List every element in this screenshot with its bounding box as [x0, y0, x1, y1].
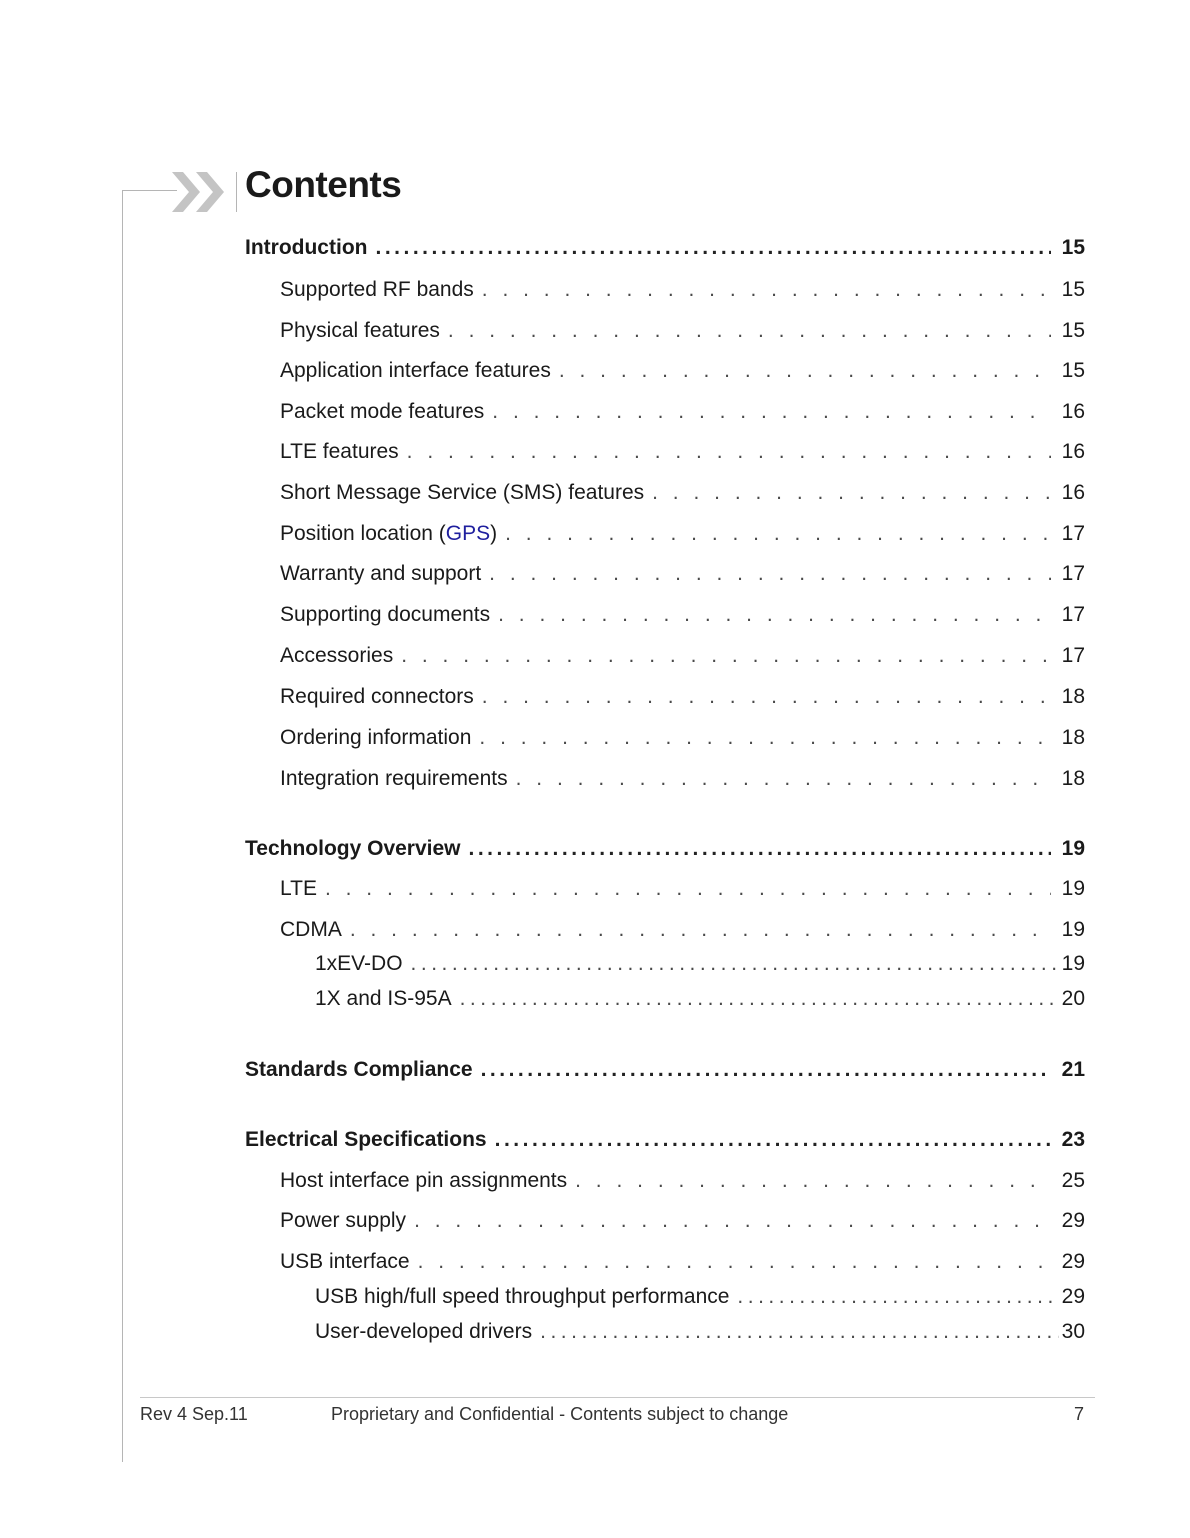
toc-leader-dots: [498, 603, 1051, 627]
toc-entry-sms-features[interactable]: [280, 481, 1085, 511]
toc-entry-label: Supporting documents: [280, 603, 491, 626]
toc-entry-ordering-information[interactable]: [280, 726, 1085, 756]
toc-entry-warranty-and-support[interactable]: [280, 562, 1085, 592]
toc-page-number: 19: [1061, 918, 1085, 941]
toc-leader-dots: [414, 1209, 1051, 1233]
toc-entry-packet-mode-features[interactable]: [280, 400, 1085, 430]
toc-entry-label-suffix: ): [490, 522, 498, 545]
toc-leader-dots: [575, 1169, 1051, 1193]
toc-entry-label: LTE: [280, 877, 317, 900]
page-frame-line: [122, 190, 177, 191]
toc-entry-label: Required connectors: [280, 685, 474, 708]
toc-entry-application-interface-features[interactable]: [280, 359, 1085, 389]
toc-entry-label: USB interface: [280, 1250, 410, 1273]
toc-leader-dots: [652, 481, 1051, 505]
toc-page-number: 20: [1061, 987, 1085, 1010]
toc-leader-dots: [448, 319, 1051, 343]
toc-leader-dots: [492, 400, 1051, 424]
toc-entry-label: Integration requirements: [280, 767, 508, 790]
toc-page-number: 15: [1061, 359, 1085, 382]
toc-entry-1xev-do[interactable]: [315, 952, 1085, 982]
toc-entry-integration-requirements[interactable]: [280, 767, 1085, 797]
toc-entry-label: Supported RF bands: [280, 278, 474, 301]
toc-entry-label: Power supply: [280, 1209, 407, 1232]
toc-page-number: 25: [1061, 1169, 1085, 1192]
page-frame-line-vertical: [122, 190, 123, 1462]
toc-page-number: 23: [1061, 1128, 1085, 1151]
toc-leader-dots: [460, 987, 1059, 1011]
toc-page-number: 18: [1061, 726, 1085, 749]
toc-entry-label: Electrical Specifications: [245, 1128, 487, 1151]
toc-entry-cdma[interactable]: [280, 918, 1085, 948]
toc-leader-dots: [482, 278, 1051, 302]
toc-leader-dots: [559, 359, 1051, 383]
toc-leader-dots: [505, 522, 1051, 546]
toc-page-number: 15: [1061, 319, 1085, 342]
toc-page-number: 16: [1061, 400, 1085, 423]
toc-page-number: 15: [1061, 278, 1085, 301]
toc-entry-accessories[interactable]: [280, 644, 1085, 674]
gps-link[interactable]: GPS: [445, 522, 491, 545]
toc-entry-lte-features[interactable]: [280, 440, 1085, 470]
toc-page-number: 17: [1061, 644, 1085, 667]
footer-rule: [140, 1397, 1095, 1398]
toc-page-number: 30: [1061, 1320, 1085, 1343]
toc-leader-dots: [495, 1128, 1051, 1152]
toc-page-number: 17: [1061, 522, 1085, 545]
toc-entry-lte[interactable]: [280, 877, 1085, 907]
toc-leader-dots: [489, 562, 1051, 586]
toc-leader-dots: [516, 767, 1051, 791]
toc-entry-label: Host interface pin assignments: [280, 1169, 568, 1192]
toc-entry-label: 1xEV-DO: [315, 952, 403, 975]
toc-entry-introduction[interactable]: [245, 236, 1085, 266]
toc-leader-dots: [737, 1285, 1059, 1309]
double-chevron-right-icon: [170, 166, 232, 218]
toc-leader-dots: [325, 877, 1051, 901]
toc-entry-label: Ordering information: [280, 726, 472, 749]
page-title: Contents: [245, 164, 402, 205]
toc-leader-dots: [401, 644, 1051, 668]
toc-leader-dots: [482, 685, 1051, 709]
toc-entry-power-supply[interactable]: [280, 1209, 1085, 1239]
toc-page-number: 16: [1061, 440, 1085, 463]
toc-page-number: 18: [1061, 767, 1085, 790]
toc-entry-technology-overview[interactable]: [245, 837, 1085, 867]
toc-entry-supporting-documents[interactable]: [280, 603, 1085, 633]
toc-entry-physical-features[interactable]: [280, 319, 1085, 349]
toc-leader-dots: [469, 837, 1051, 861]
toc-entry-label: 1X and IS-95A: [315, 987, 452, 1010]
toc-leader-dots: [481, 1058, 1051, 1082]
toc-page-number: 17: [1061, 562, 1085, 585]
toc-leader-dots: [418, 1250, 1051, 1274]
toc-entry-supported-rf-bands[interactable]: [280, 278, 1085, 308]
footer-revision: Rev 4 Sep.11: [140, 1404, 248, 1424]
footer-notice: Proprietary and Confidential - Contents subject to change: [331, 1404, 789, 1424]
toc-entry-label: Application interface features: [280, 359, 551, 382]
toc-page-number: 15: [1061, 236, 1085, 259]
toc-entry-label: Warranty and support: [280, 562, 482, 585]
toc-leader-dots: [540, 1320, 1059, 1344]
toc-page-number: 19: [1061, 952, 1085, 975]
toc-entry-label: Introduction: [245, 236, 368, 259]
toc-leader-dots: [375, 236, 1051, 260]
toc-page-number: 29: [1061, 1250, 1085, 1273]
footer-page-number: 7: [1073, 1404, 1084, 1424]
toc-entry-label: Packet mode features: [280, 400, 485, 423]
toc-entry-label: LTE features: [280, 440, 399, 463]
toc-entry-usb-throughput-performance[interactable]: [315, 1285, 1085, 1315]
toc-entry-label: Accessories: [280, 644, 394, 667]
toc-entry-label: Physical features: [280, 319, 440, 342]
toc-page-number: 29: [1061, 1285, 1085, 1308]
toc-page-number: 19: [1061, 837, 1085, 860]
toc-entry-label: Short Message Service (SMS) features: [280, 481, 645, 504]
toc-entry-position-location-gps[interactable]: [280, 522, 1085, 552]
toc-page-number: 16: [1061, 481, 1085, 504]
toc-entry-host-interface-pin-assignments[interactable]: [280, 1169, 1085, 1199]
toc-entry-label: Technology Overview: [245, 837, 461, 860]
toc-entry-label: User-developed drivers: [315, 1320, 533, 1343]
toc-leader-dots: [407, 440, 1051, 464]
toc-entry-label: CDMA: [280, 918, 342, 941]
toc-entry-label-prefix: Position location (: [280, 522, 446, 545]
toc-entry-label: [280, 522, 497, 546]
toc-leader-dots: [479, 726, 1051, 750]
toc-entry-required-connectors[interactable]: [280, 685, 1085, 715]
toc-leader-dots: [411, 952, 1059, 976]
toc-page-number: 29: [1061, 1209, 1085, 1232]
toc-page-number: 19: [1061, 877, 1085, 900]
toc-leader-dots: [350, 918, 1051, 942]
toc-entry-usb-interface[interactable]: [280, 1250, 1085, 1280]
toc-entry-standards-compliance[interactable]: [245, 1058, 1085, 1088]
toc-entry-label: USB high/full speed throughput performance: [315, 1285, 730, 1308]
toc-entry-electrical-specifications[interactable]: [245, 1128, 1085, 1158]
toc-entry-1x-and-is-95a[interactable]: [315, 987, 1085, 1017]
toc-page-number: 21: [1061, 1058, 1085, 1081]
toc-page-number: 18: [1061, 685, 1085, 708]
toc-page-number: 17: [1061, 603, 1085, 626]
toc-entry-user-developed-drivers[interactable]: [315, 1320, 1085, 1350]
title-divider: [236, 172, 237, 212]
toc-entry-label: Standards Compliance: [245, 1058, 473, 1081]
